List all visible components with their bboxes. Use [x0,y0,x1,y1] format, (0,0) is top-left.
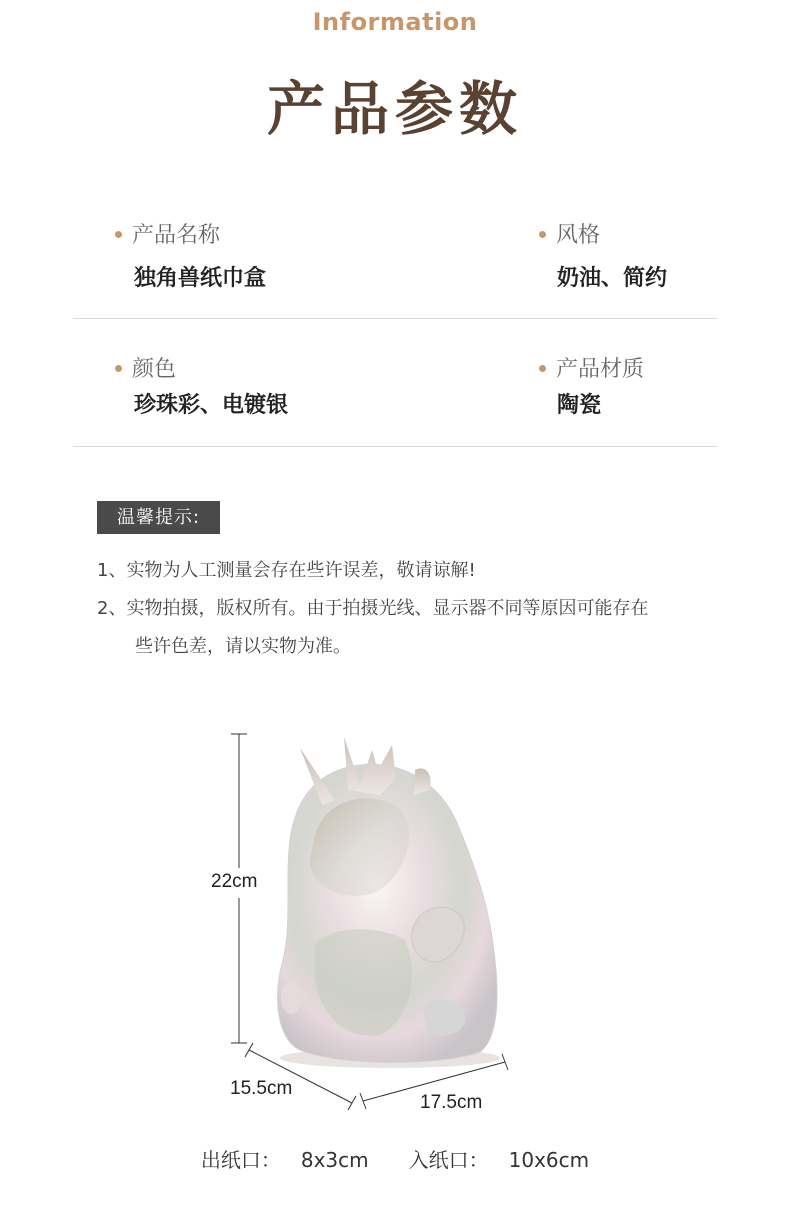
divider [73,446,717,447]
openings-info [0,1144,790,1173]
divider [73,318,717,319]
dimension-tick [245,1043,253,1057]
spec-label-text: 产品名称 [132,223,221,248]
tip-line-1: 1、实物为人工测量会存在些许误差，敬请谅解! [97,560,476,581]
dimension-tick [360,1093,366,1109]
spec-value-material: 陶瓷 [557,393,602,418]
spec-label-text: 风格 [556,223,601,248]
product-illustration [0,700,790,1130]
bullet-dot-icon [115,365,122,372]
spec-label-style [539,223,600,249]
bullet-dot-icon [115,231,122,238]
spec-value-style: 奶油、简约 [557,266,668,291]
unicorn-foot [281,982,301,1014]
tip-line-2-cont: 些许色差，请以实物为准。 [135,636,351,657]
spec-value-name: 独角兽纸巾盒 [134,266,267,291]
height-label: 22cm [211,871,258,892]
depth-label: 15.5cm [230,1078,293,1099]
paper-in-value: 10x6cm [508,1148,590,1172]
tip-line-2: 2、实物拍摄，版权所有。由于拍摄光线、显示器不同等原因可能存在 [97,598,649,619]
spec-label-color [115,357,176,383]
paper-out-label-text: 出纸口： [200,1148,281,1172]
paper-out-value: 8x3cm [300,1148,369,1172]
spec-value-color: 珍珠彩、电镀银 [134,393,289,418]
paper-in-label-text: 入纸口： [408,1148,489,1172]
dimension-tick [502,1054,508,1070]
tips-tag: 温馨提示: [97,501,220,534]
dimension-tick [348,1096,356,1110]
spec-label-name [115,223,220,249]
spec-label-text: 产品材质 [556,357,645,382]
paper-out-label [191,1148,379,1172]
bullet-dot-icon [539,231,546,238]
spec-label-material [539,357,644,383]
page-title: 产品参数 [266,75,523,143]
spec-label-text: 颜色 [132,357,177,382]
section-eyebrow: Information [312,8,478,36]
paper-in-label [399,1148,600,1172]
width-label: 17.5cm [420,1092,483,1113]
bullet-dot-icon [539,365,546,372]
